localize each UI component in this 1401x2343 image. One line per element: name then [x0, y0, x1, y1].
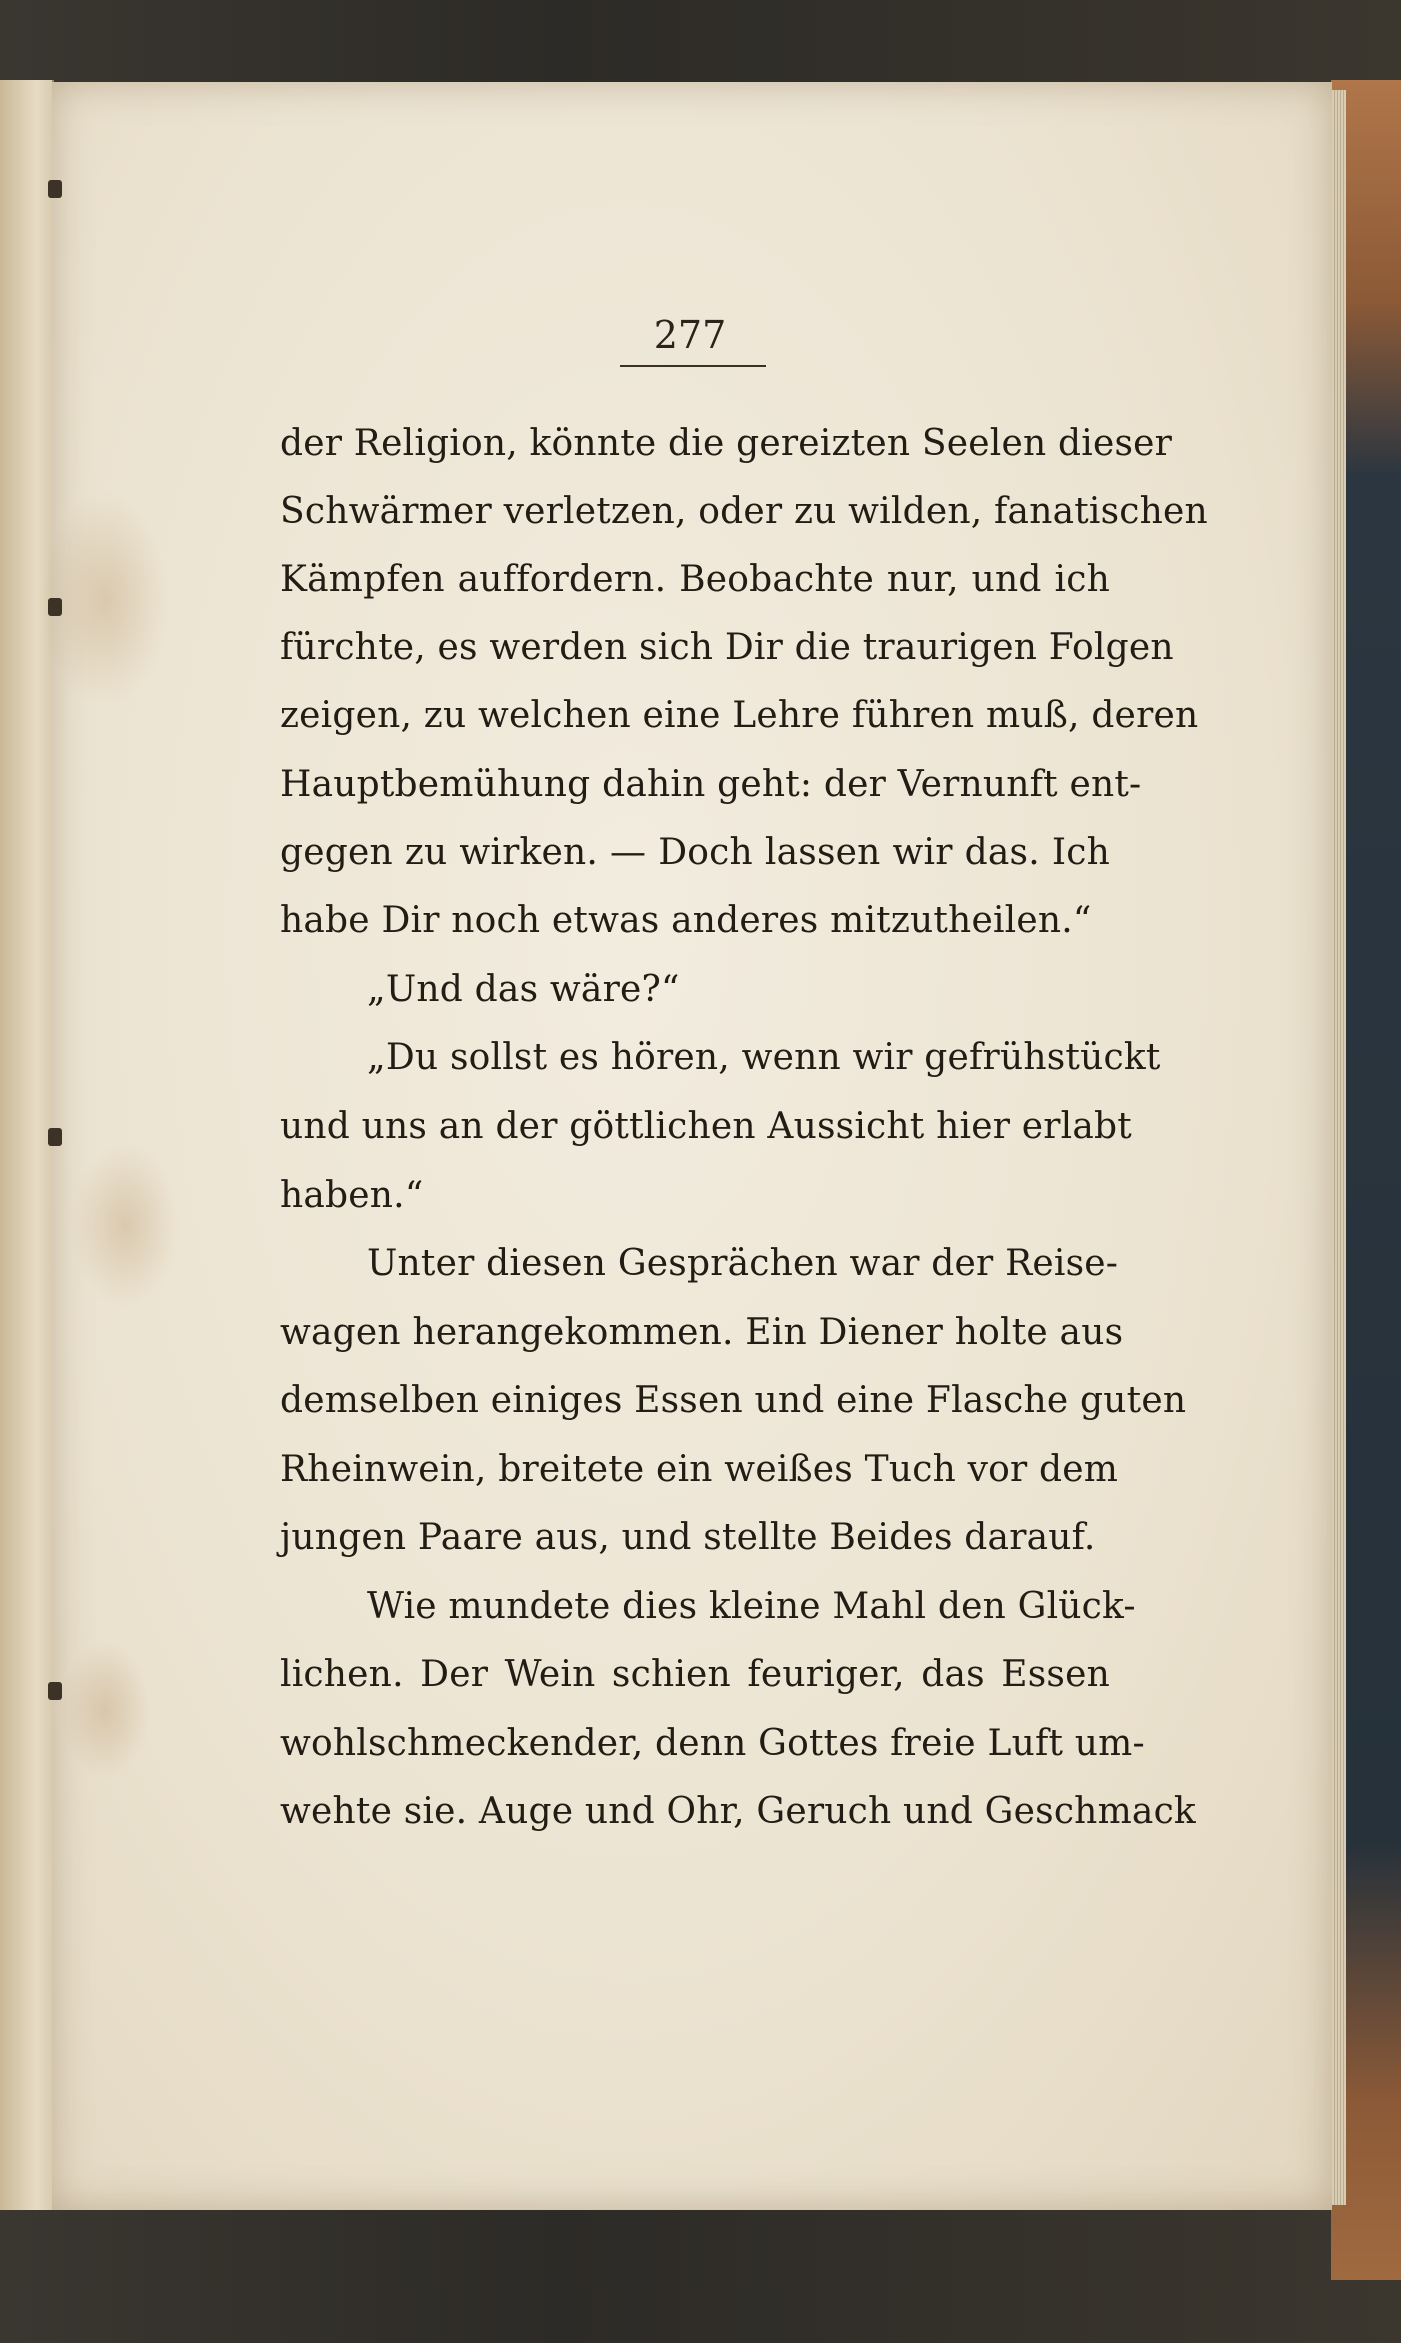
text-line: „Du sollst es hören, wenn wir gefrühstückt — [367, 1037, 1161, 1078]
binding-mark — [48, 180, 62, 198]
text-line: wehte sie. Auge und Ohr, Geruch und Geschmack — [280, 1791, 1196, 1832]
text-line: gegen zu wirken. — Doch lassen wir das. Ich — [280, 832, 1110, 873]
text-line: zeigen, zu welchen eine Lehre führen muß, deren — [280, 695, 1199, 736]
binding-mark — [48, 1128, 62, 1146]
water-stain — [60, 1640, 150, 1780]
text-line: Rheinwein, breitete ein weißes Tuch vor dem — [280, 1449, 1119, 1490]
text-line: „Und das wäre?“ — [367, 969, 680, 1010]
water-stain — [70, 1140, 180, 1310]
text-line: Unter diesen Gesprächen war der Reise- — [367, 1243, 1119, 1284]
text-line: lichen. Der Wein schien feuriger, das Essen — [280, 1654, 1110, 1695]
text-line: jungen Paare aus, und stellte Beides darauf. — [280, 1517, 1096, 1558]
text-line: habe Dir noch etwas anderes mitzutheilen.“ — [280, 900, 1092, 941]
page-stack-edge — [1332, 90, 1346, 2205]
text-line: Hauptbemühung dahin geht: der Vernunft ent- — [280, 764, 1142, 805]
text-line: der Religion, könnte die gereizten Seelen dieser — [280, 423, 1173, 464]
text-line: fürchte, es werden sich Dir die traurigen Folgen — [280, 627, 1174, 668]
text-line: wagen herangekommen. Ein Diener holte aus — [280, 1312, 1124, 1353]
text-line: demselben einiges Essen und eine Flasche guten — [280, 1380, 1187, 1421]
text-line: und uns an der göttlichen Aussicht hier erlabt — [280, 1106, 1132, 1147]
page-number-rule — [620, 365, 766, 367]
text-line: Wie mundete dies kleine Mahl den Glück- — [367, 1586, 1136, 1627]
text-line: haben.“ — [280, 1175, 424, 1216]
binding-mark — [48, 1682, 62, 1700]
previous-page-edge — [0, 80, 54, 2210]
page-number: 277 — [653, 313, 727, 357]
text-line: Kämpfen auffordern. Beobachte nur, und ich — [280, 559, 1110, 600]
text-line: wohlschmeckender, denn Gottes freie Luft um- — [280, 1723, 1145, 1764]
text-line: Schwärmer verletzen, oder zu wilden, fanatischen — [280, 491, 1208, 532]
binding-mark — [48, 598, 62, 616]
